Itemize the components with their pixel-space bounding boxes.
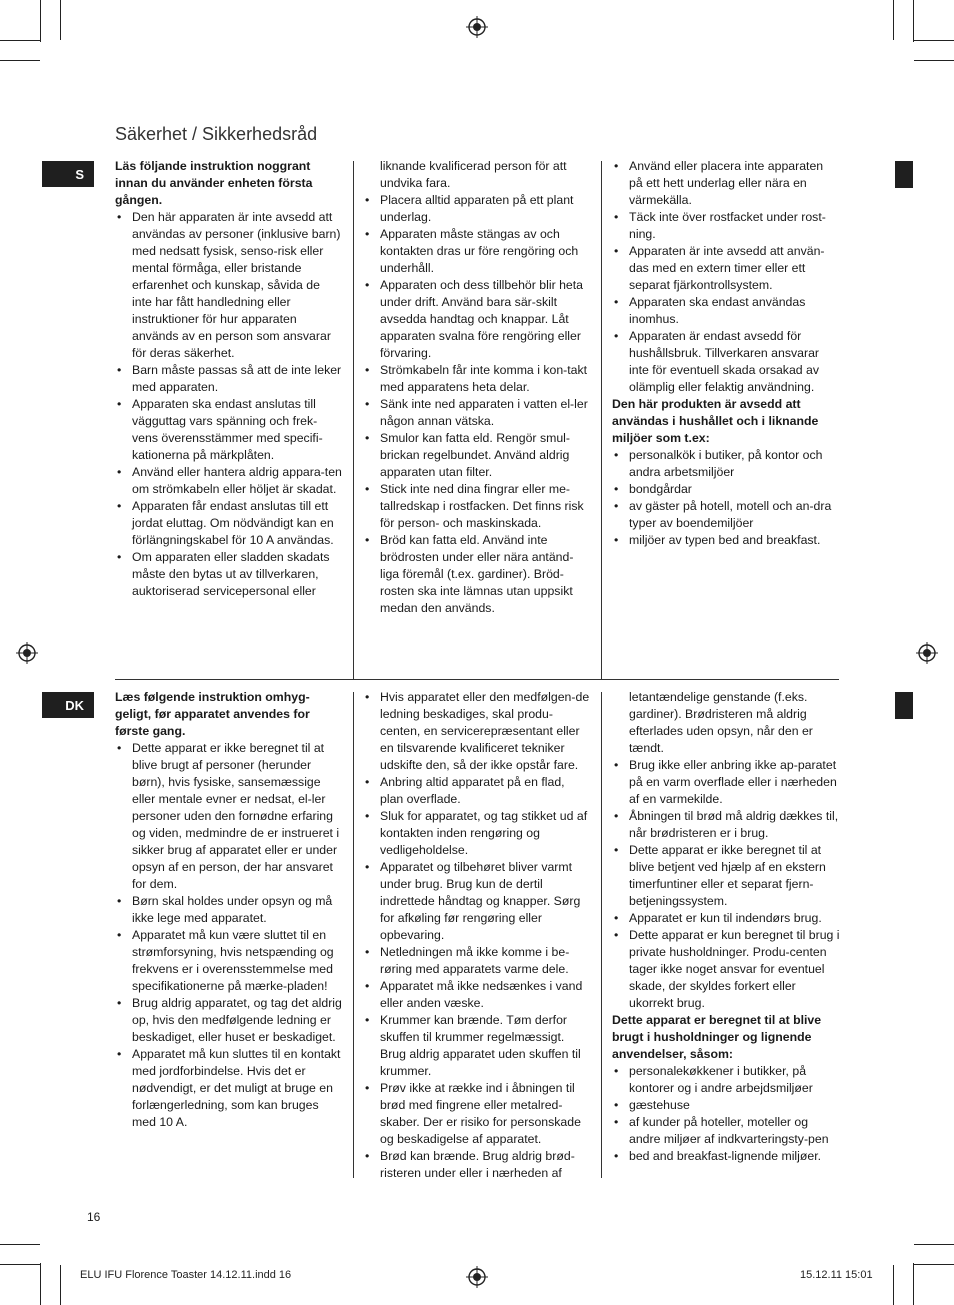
crop-mark — [913, 0, 914, 42]
timestamp: 15.12.11 15:01 — [800, 1269, 873, 1281]
list-item: • Stick inte ned dina fingrar eller me-tallredskap i rostfacken. Det finns risk för person- och maskinskada. — [363, 481, 591, 532]
list-item: • Apparatet må ikke nedsænkes i vand eller anden væske. — [363, 978, 591, 1012]
list-item: • Brug ikke eller anbring ikke ap-paratet på en varm overflade eller i nærheden af en varmekilde. — [612, 757, 842, 808]
registration-mark-icon — [16, 642, 38, 664]
safety-list — [612, 158, 840, 396]
crop-mark — [0, 1244, 40, 1245]
safety-list — [115, 209, 343, 600]
list-item: • bondgårdar — [612, 481, 840, 498]
safety-list — [363, 158, 591, 617]
intro-text: Læs følgende instruktion omhyg-geligt, før apparatet anvendes for første gang. — [115, 690, 310, 738]
list-item: • Om apparaten eller sladden skadats måste den bytas ut av tillverkaren, auktoriserad servicepersonal eller — [115, 549, 343, 600]
list-item: • Dette apparat er ikke beregnet til at blive betjent ved hjælp af en ekstern timerfuntiner eller et separat fjern-betjeningssystem. — [612, 842, 842, 910]
list-item: • personalekøkkener i butikker, på kontorer og i andre arbejdsmiljøer — [612, 1063, 842, 1097]
list-item: • Apparatet er kun til indendørs brug. — [612, 910, 842, 927]
section-marker — [895, 692, 913, 719]
list-item: • Placera alltid apparaten på ett plant underlag. — [363, 192, 591, 226]
crop-mark — [893, 1265, 894, 1305]
list-item: • Brug aldrig apparatet, og tag det aldrig op, hvis den medfølgende ledning er beskadiget, eller huset er beskadiget. — [115, 995, 343, 1046]
list-item: • Bröd kan fatta eld. Använd inte brödrosten under eller nära antänd-liga föremål (t.ex. gardiner). Bröd-rosten ska inte lämnas utan uppsikt medan den används. — [363, 532, 591, 617]
crop-mark — [914, 1264, 954, 1265]
column-divider — [353, 692, 354, 1178]
list-item: • Åbningen til brød må aldrig dækkes til, når brødristeren er i brug. — [612, 808, 842, 842]
list-item: • Sluk for apparatet, og tag stikket ud af kontakten inden rengøring og vedligeholdelse. — [363, 808, 591, 859]
intro-text: Läs följande instruktion noggrant innan du använder enheten första gången. — [115, 159, 313, 207]
crop-mark — [893, 0, 894, 40]
list-item: • Apparatet må kun være sluttet til en strømforsyning, hvis netspænding og frekvens er i overensstemmelse med specifikationerne på mærke-pladen! — [115, 927, 343, 995]
crop-mark — [60, 1265, 61, 1305]
list-item-continuation: liknande kvalificerad person för att undvika fara. — [380, 159, 567, 190]
list-item: • Barn måste passas så att de inte leker med apparaten. — [115, 362, 343, 396]
file-info: ELU IFU Florence Toaster 14.12.11.indd 16 — [80, 1269, 292, 1281]
section-marker — [895, 161, 913, 188]
list-item: • Børn skal holdes under opsyn og må ikke lege med apparatet. — [115, 893, 343, 927]
list-item: • miljöer av typen bed and breakfast. — [612, 532, 840, 549]
list-item: • Hvis apparatet eller den medfølgen-de ledning beskadiges, skal produ-centen, en servicerepræsentant eller en tilsvarende kvalificeret tekniker udskifte den, så der ikke opstår fare. — [363, 689, 591, 774]
crop-mark — [0, 40, 40, 41]
crop-mark — [914, 40, 954, 41]
crop-mark — [60, 0, 61, 40]
list-item: • personalkök i butiker, på kontor och andra arbetsmiljöer — [612, 447, 840, 481]
crop-mark — [0, 60, 40, 61]
list-item-continuation: letantændelige genstande (f.eks. gardiner). Brødristeren må aldrig efterlades uden opsyn, når den er tændt. — [629, 690, 813, 755]
page-title: Säkerhet / Sikkerhedsråd — [115, 124, 318, 144]
list-item: • Apparaten är endast avsedd för hushållsbruk. Tillverkaren ansvarar inte för eventuell skada orsakad av olämplig eller felaktig användning. — [612, 328, 840, 396]
crop-mark — [40, 0, 41, 42]
list-item: • Använd eller hantera aldrig appara-ten om strömkabeln eller höljet är skadat. — [115, 464, 343, 498]
section-divider — [115, 679, 839, 680]
registration-mark-icon — [466, 16, 488, 38]
list-item: • av gäster på hotell, motell och an-dra typer av boendemiljöer — [612, 498, 840, 532]
list-item: • Netledningen må ikke komme i be-røring med apparatets varme dele. — [363, 944, 591, 978]
list-item: • Sänk inte ned apparaten i vatten el-ler någon annan vätska. — [363, 396, 591, 430]
crop-mark — [914, 60, 954, 61]
crop-mark — [914, 1244, 954, 1245]
list-item: • bed and breakfast-lignende miljøer. — [612, 1148, 842, 1165]
language-tab-danish: DK — [42, 692, 94, 718]
list-item: • Den här apparaten är inte avsedd att användas av personer (inklusive barn) med nedsatt fysisk, senso-risk eller mental förmåga, eller bristande erfarenhet och kunskap, såvida de inte har fått handledning eller instruktioner för hur apparaten används av en person som ansvarar för deras säkerhet. — [115, 209, 343, 362]
swedish-column-1 — [115, 158, 343, 600]
list-item: • Strömkabeln får inte komma i kon-takt med apparatens heta delar. — [363, 362, 591, 396]
registration-mark-icon — [466, 1266, 488, 1288]
safety-list — [363, 689, 591, 1182]
column-divider — [601, 161, 602, 679]
list-item: • Använd eller placera inte apparaten på ett hett underlag eller nära en värmekälla. — [612, 158, 840, 209]
list-item: • Dette apparat er ikke beregnet til at blive brugt af personer (herunder børn), hvis fysiske, sansemæssige eller mentale evner er nedsat, el-ler personer uden den fornødne erfaring og viden, medmindre de er instrueret i sikker brug af apparatet eller er under opsyn af en person, der har ansvaret for dem. — [115, 740, 343, 893]
list-item: • Brød kan brænde. Brug aldrig brød-risteren under eller i nærheden af — [363, 1148, 591, 1182]
crop-mark — [0, 1264, 40, 1265]
list-item: • gæstehuse — [612, 1097, 842, 1114]
list-item: • Täck inte över rostfacket under rost-ning. — [612, 209, 840, 243]
danish-column-2 — [363, 689, 591, 1182]
list-item: • Apparaten ska endast anslutas till vägguttag vars spänning och frek-vens överensstämmer med specifi-kationerna på märkplåten. — [115, 396, 343, 464]
column-divider — [353, 161, 354, 679]
list-item: • Apparatet og tilbehøret bliver varmt under brug. Brug kun de dertil indrettede håndtag og knapper. Sørg for afkøling før rengøring eller opbevaring. — [363, 859, 591, 944]
usage-list — [612, 447, 840, 549]
safety-list — [115, 740, 343, 1131]
list-item: • Prøv ikke at række ind i åbningen til brød med fingrene eller metalred-skaber. Der er risiko for personskade og beskadigelse af apparatet. — [363, 1080, 591, 1148]
safety-list — [612, 689, 842, 1012]
list-item: • Apparaten får endast anslutas till ett jordat eluttag. Om nödvändigt kan en förlängningskabel för 10 A användas. — [115, 498, 343, 549]
list-item: • Apparaten måste stängas av och kontakten dras ur före rengöring och underhåll. — [363, 226, 591, 277]
crop-mark — [40, 1263, 41, 1305]
language-tab-swedish: S — [42, 161, 94, 187]
list-item: • Apparaten och dess tillbehör blir heta under drift. Använd bara sär-skilt avsedda handtag och knappar. Låt apparaten svalna före rengöring eller förvaring. — [363, 277, 591, 362]
crop-mark — [913, 1263, 914, 1305]
list-item: • Apparaten ska endast användas inomhus. — [612, 294, 840, 328]
danish-column-3 — [612, 689, 842, 1165]
list-item: • Anbring altid apparatet på en flad, plan overflade. — [363, 774, 591, 808]
registration-mark-icon — [916, 642, 938, 664]
swedish-column-3 — [612, 158, 840, 549]
list-item: • Dette apparat er kun beregnet til brug i private husholdninger. Produ-centen tager ikke noget ansvar for eventuel skade, der skyldes forkert eller ukorrekt brug. — [612, 927, 842, 1012]
danish-column-1 — [115, 689, 343, 1131]
usage-subheading: Den här produkten är avsedd att användas i hushållet och i liknande miljöer som t.ex: — [612, 397, 819, 445]
swedish-column-2 — [363, 158, 591, 617]
list-item: • af kunder på hoteller, moteller og andre miljøer af indkvarteringsty-pen — [612, 1114, 842, 1148]
list-item: • Smulor kan fatta eld. Rengör smul-brickan regelbundet. Använd aldrig apparaten utan filter. — [363, 430, 591, 481]
list-item: • Apparaten är inte avsedd att använ-das med en extern timer eller ett separat fjärkontrollsystem. — [612, 243, 840, 294]
list-item: • Krummer kan brænde. Tøm derfor skuffen til krummer regelmæssigt. Brug aldrig apparatet uden skuffen til krummer. — [363, 1012, 591, 1080]
list-item: • Apparatet må kun sluttes til en kontakt med jordforbindelse. Hvis det er nødvendigt, er det muligt at bruge en forlængerledning, som kan bruges med 10 A. — [115, 1046, 343, 1131]
usage-list — [612, 1063, 842, 1165]
usage-subheading: Dette apparat er beregnet til at blive brugt i husholdninger og lignende anvendelser, såsom: — [612, 1013, 822, 1061]
page-number: 16 — [87, 1210, 101, 1224]
column-divider — [601, 692, 602, 1178]
